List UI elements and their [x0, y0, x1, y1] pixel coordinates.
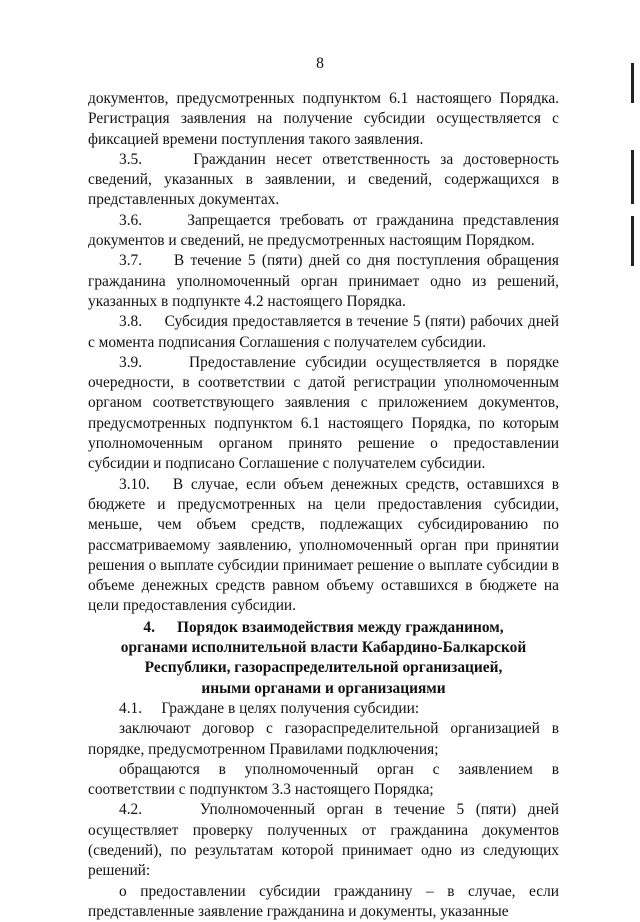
section-number: 4.	[143, 618, 155, 636]
paragraph-3-6: 3.6. Запрещается требовать от гражданина представления документов и сведений, не предусмотренных настоящим Порядком.	[88, 211, 559, 250]
page-edge-mark	[631, 63, 634, 103]
paragraph-continuation: документов, предусмотренных подпунктом 6.1 настоящего Порядка. Регистрация заявления на получение субсидии осуществляется с фиксацией времени поступления такого заявления.	[88, 90, 559, 148]
paragraph-3-7: 3.7. В течение 5 (пяти) дней со дня поступления обращения гражданина уполномоченный орган принимает одно из решений, указанных в подпункте 4.2 настоящего Порядка.	[88, 252, 559, 310]
paragraph-4-2-item-grant: о предоставлении субсидии гражданину – в случае, если представленные заявление гражданина и документы, указанные	[88, 882, 559, 920]
paragraph-3-5: 3.5. Гражданин несет ответственность за достоверность сведений, указанных в заявлении, и сведений, содержащихся в представленных документах.	[88, 150, 559, 209]
section-4-heading	[88, 618, 559, 699]
paragraph-4-1-item-apply: обращаются в уполномоченный орган с заявлением в соответствии с подпунктом 3.3 настоящего Порядка;	[88, 760, 559, 799]
section-title-line-1: Порядок взаимодействия между гражданином,	[176, 618, 504, 636]
section-title-line-3: Республики, газораспределительной организацией,	[144, 659, 503, 677]
document-body	[88, 89, 559, 922]
page-number: 8	[316, 55, 324, 72]
section-title-line-2: органами исполнительной власти Кабардино-Балкарской	[120, 639, 527, 657]
paragraph-4-1-item-contract: заключают договор с газораспределительной организацией в порядке, предусмотренном Правилами подключения;	[88, 720, 559, 758]
paragraph-4-2: 4.2. Уполномоченный орган в течение 5 (пяти) дней осуществляет проверку полученных от гражданина документов (сведений), по результатам которой принимает одно из следующих решений:	[88, 801, 559, 880]
paragraph-3-10: 3.10. В случае, если объем денежных средств, оставшихся в бюджете и предусмотренных на цели предоставления субсидии, меньше, чем объем средств, подлежащих субсидированию по рассматриваемому заявлению, уполномоченный орган при принятии решения о выплате субсидии принимает решение о выплате субсидии в объеме денежных средств равном объему оставшихся в бюджете на цели предоставления субсидии.	[88, 475, 559, 615]
paragraph-4-1: 4.1. Граждане в целях получения субсидии:	[119, 699, 420, 717]
section-title-line-4: иными органами и организациями	[201, 679, 446, 697]
paragraph-3-8: 3.8. Субсидия предоставляется в течение 5 (пяти) рабочих дней с момента подписания Соглашения с получателем субсидии.	[88, 313, 559, 351]
paragraph-3-9: 3.9. Предоставление субсидии осуществляется в порядке очередности, в соответствии с датой регистрации уполномоченным органом соответствующего заявления с приложением документов, предусмотренных подпунктом 6.1 настоящего Порядка, по которым уполномоченным органом принято решение о предоставлении субсидии и подписано Соглашение с получателем субсидии.	[88, 353, 559, 473]
page-edge-mark	[631, 216, 634, 266]
page-edge-mark	[631, 150, 634, 204]
